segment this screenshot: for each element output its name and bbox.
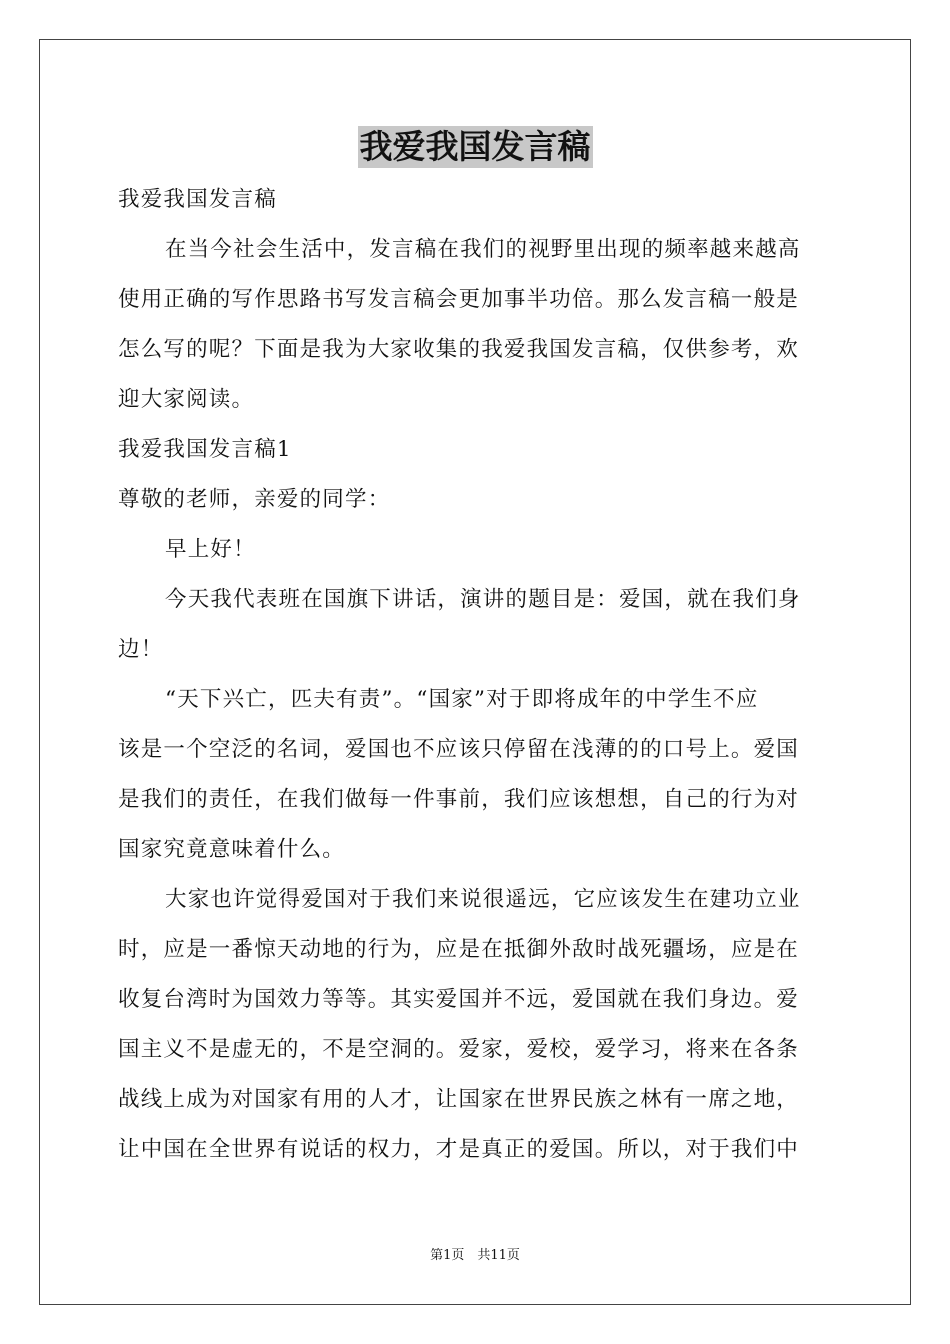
text-line: 怎么写的呢？下面是我为大家收集的我爱我国发言稿，仅供参考，欢	[118, 337, 800, 362]
text-line: 国主义不是虚无的，不是空洞的。爱家，爱校，爱学习，将来在各条	[118, 1037, 800, 1062]
document-body	[118, 175, 834, 1175]
text-line: “天下兴亡，匹夫有责”。“国家”对于即将成年的中学生不应	[165, 687, 759, 712]
text-line: 让中国在全世界有说话的权力，才是真正的爱国。所以，对于我们中	[118, 1137, 800, 1162]
text-line: 在当今社会生活中，发言稿在我们的视野里出现的频率越来越高	[165, 237, 801, 262]
text-line: 是我们的责任，在我们做每一件事前，我们应该想想，自己的行为对	[118, 787, 800, 812]
text-line: 尊敬的老师，亲爱的同学：	[118, 487, 391, 512]
text-line: 该是一个空泛的名词，爱国也不应该只停留在浅薄的的口号上。爱国	[118, 737, 800, 762]
text-line: 边！	[118, 637, 164, 662]
text-line: 今天我代表班在国旗下讲话，演讲的题目是：爱国，就在我们身	[165, 587, 801, 612]
text-line: 早上好！	[165, 537, 256, 562]
document-title: 我爱我国发言稿	[359, 127, 591, 166]
text-line: 大家也许觉得爱国对于我们来说很遥远，它应该发生在建功立业	[165, 887, 801, 912]
text-line: 收复台湾时为国效力等等。其实爱国并不远，爱国就在我们身边。爱	[118, 987, 800, 1012]
text-line: 国家究竟意味着什么。	[118, 837, 346, 862]
page-footer: 第1页 共11页	[430, 1248, 520, 1263]
title-container	[0, 126, 950, 168]
text-line: 我爱我国发言稿1	[118, 437, 292, 462]
text-line: 时，应是一番惊天动地的行为，应是在抵御外敌时战死疆场，应是在	[118, 937, 800, 962]
text-line: 迎大家阅读。	[118, 387, 255, 412]
text-line: 战线上成为对国家有用的人才，让国家在世界民族之林有一席之地，	[118, 1087, 800, 1112]
text-line: 我爱我国发言稿	[118, 187, 277, 212]
text-line: 使用正确的写作思路书写发言稿会更加事半功倍。那么发言稿一般是	[118, 287, 800, 312]
